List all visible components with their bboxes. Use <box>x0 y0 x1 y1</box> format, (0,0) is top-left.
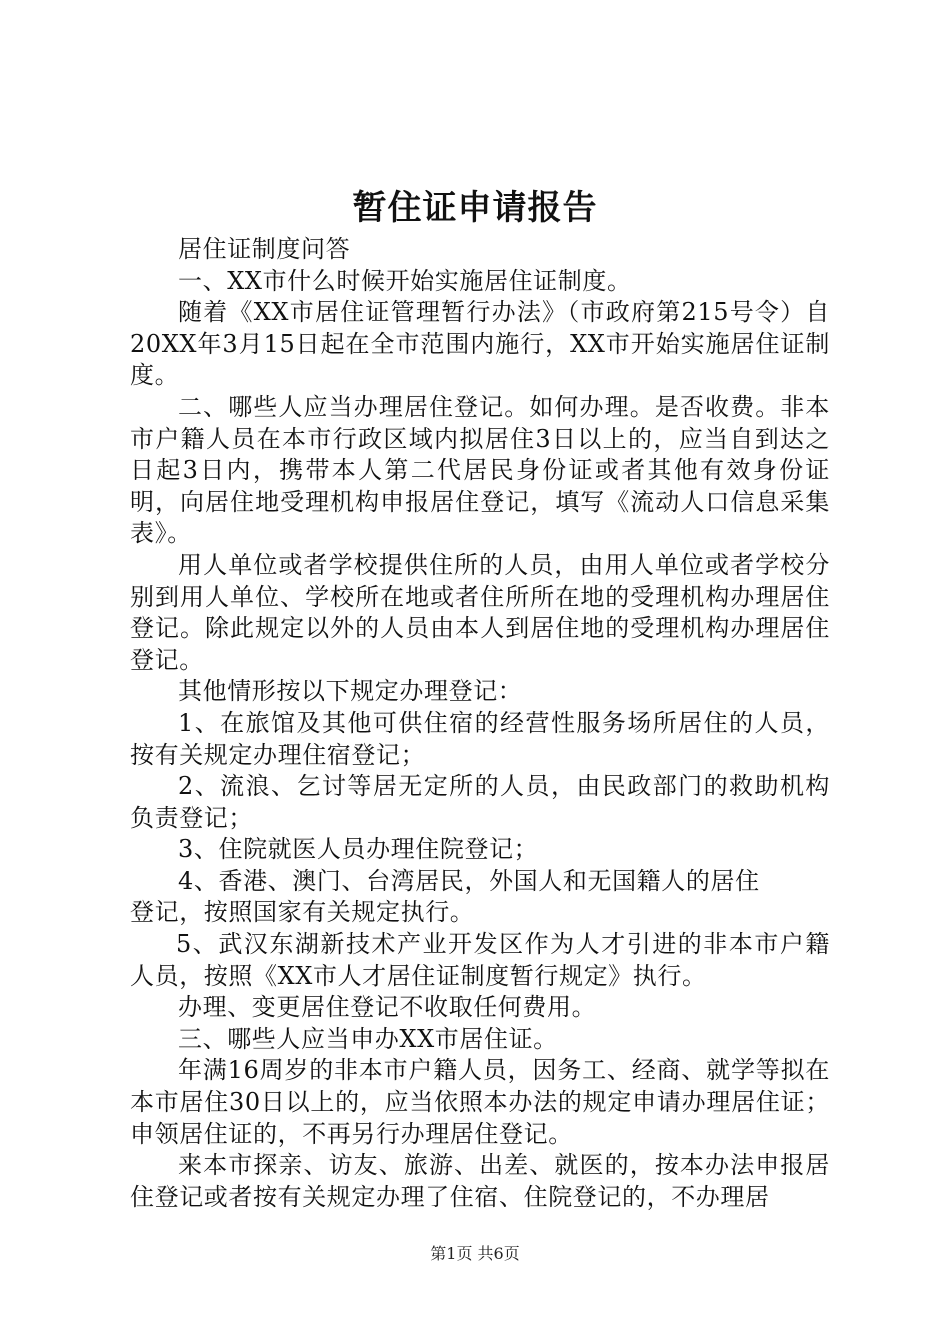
list-item: 4、香港、澳门、台湾居民，外国人和无国籍人的居住 <box>178 866 760 895</box>
list-item: 5、武汉东湖新技术产业开发区作为人才引进的非本市户籍人员，按照《XX市人才居住证制度暂行规定》执行。 <box>130 930 830 990</box>
section-heading-1: 一、XX市什么时候开始实施居住证制度。 <box>178 266 632 295</box>
list-item: 3、住院就医人员办理住院登记； <box>178 835 539 864</box>
paragraph: 办理、变更居住登记不收取任何费用。 <box>178 993 597 1022</box>
list-item-continuation: 登记，按照国家有关规定执行。 <box>130 898 475 927</box>
document-body <box>130 234 830 1213</box>
paragraph: 来本市探亲、访友、旅游、出差、就医的，按本办法申报居住登记或者按有关规定办理了住宿、住院登记的，不办理居 <box>130 1151 830 1211</box>
paragraph: 年满16周岁的非本市户籍人员，因务工、经商、就学等拟在本市居住30日以上的，应当依照本办法的规定申请办理居住证；申领居住证的，不再另行办理居住登记。 <box>130 1056 830 1148</box>
list-item: 2、流浪、乞讨等居无定所的人员，由民政部门的救助机构负责登记； <box>130 772 830 832</box>
paragraph: 用人单位或者学校提供住所的人员，由用人单位或者学校分别到用人单位、学校所在地或者住所所在地的受理机构办理居住登记。除此规定以外的人员由本人到居住地的受理机构办理居住登记。 <box>130 550 830 674</box>
section-heading-2: 二、哪些人应当办理居住登记。如何办理。是否收费。非本市户籍人员在本市行政区域内拟居住3日以上的，应当自到达之日起3日内，携带本人第二代居民身份证或者其他有效身份证明，向居住地受理机构申报居住登记，填写《流动人口信息采集表》。 <box>130 392 830 548</box>
section-heading-3: 三、哪些人应当申办XX市居住证。 <box>178 1024 558 1053</box>
page-footer: 第1页 共6页 <box>430 1244 520 1263</box>
paragraph: 随着《XX市居住证管理暂行办法》（市政府第215号令）自20XX年3月15日起在全市范围内施行，XX市开始实施居住证制度。 <box>130 298 830 390</box>
document-title: 暂住证申请报告 <box>352 188 598 228</box>
paragraph: 其他情形按以下规定办理登记： <box>178 677 523 706</box>
paragraph-heading: 居住证制度问答 <box>178 235 351 263</box>
list-item: 1、在旅馆及其他可供住宿的经营性服务场所居住的人员，按有关规定办理住宿登记； <box>130 708 830 769</box>
